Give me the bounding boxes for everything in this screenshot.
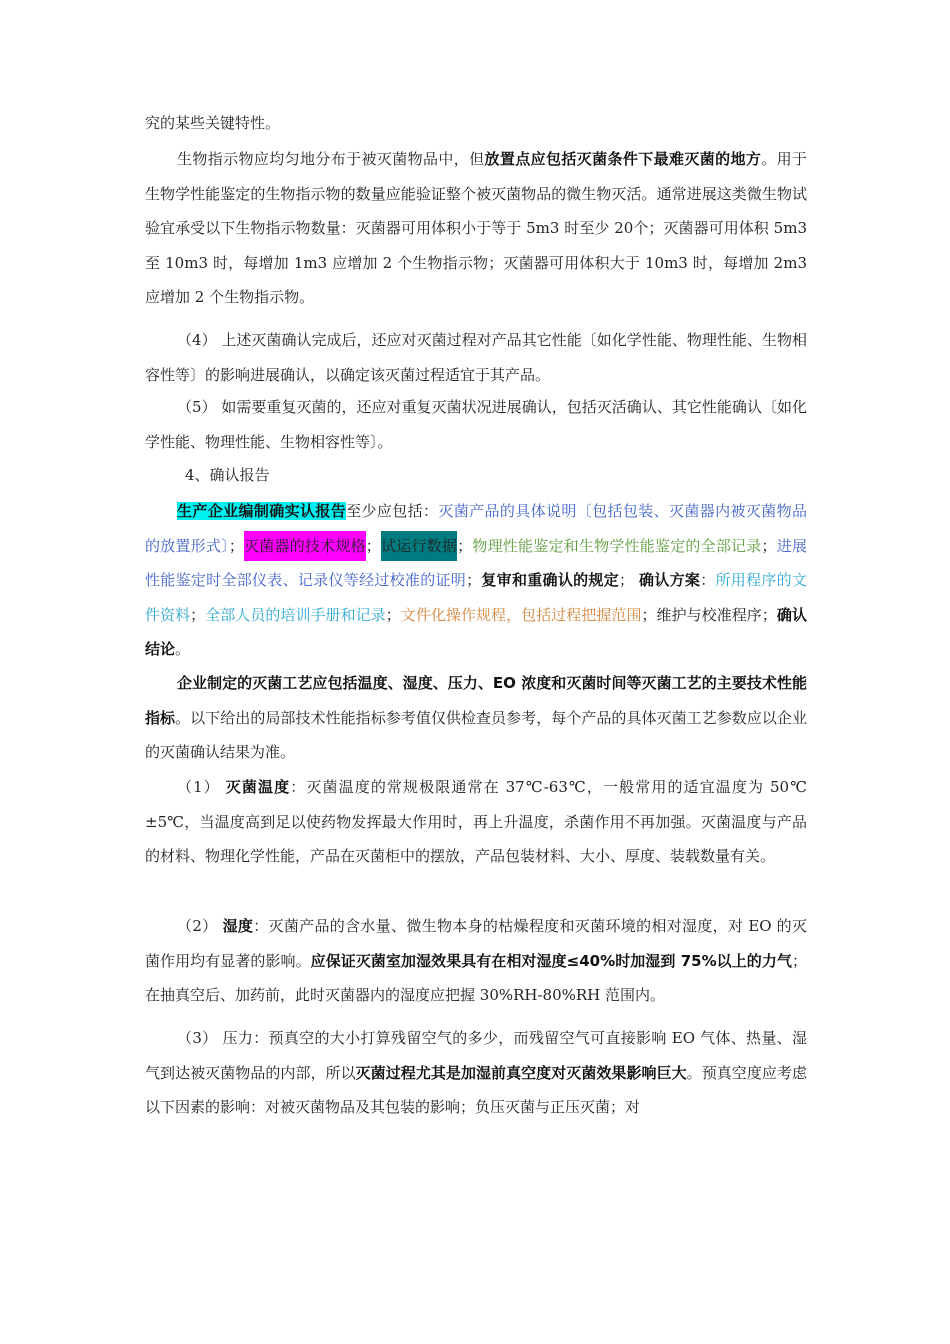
paragraph-report-contents: [145, 494, 807, 667]
text-run-highlight-magenta: 灭菌器的技术规格: [244, 531, 366, 561]
text-run-cyan: 所用程序的文件资料: [145, 571, 807, 624]
text-run: 至少应包括：: [346, 502, 439, 520]
text-run: 生物指示物应均匀地分布于被灭菌物品中，但: [177, 150, 485, 168]
text-run: （1）: [177, 778, 226, 796]
text-run: 。: [175, 640, 191, 658]
text-run-cyan: 全部人员的培训手册和记录: [205, 605, 386, 624]
text-run-bold: 企业制定的灭菌工艺应包括温度、湿度、压力、EO 浓度和灭菌时间等灭菌工艺的主要技术性能指标: [145, 674, 807, 727]
text-run: ；: [457, 536, 473, 555]
text-run-highlight-cyan: 生产企业编制确实认报告: [177, 502, 347, 520]
text-run-bold: 应保证灭菌室加湿效果具有在相对湿度≤40%时加湿到 75%以上的力气: [310, 951, 792, 970]
paragraph-temperature: [145, 770, 807, 874]
paragraph-item-4: [145, 323, 807, 392]
text-run: ；: [190, 605, 206, 624]
text-run: 。以下给出的局部技术性能指标参考值仅供检查员参考，每个产品的具体灭菌工艺参数应以企业的灭菌确认结果为准。: [145, 708, 807, 761]
paragraph-pressure: [145, 1021, 807, 1125]
text-run: 究的某些关键特性。: [145, 114, 281, 132]
text-run: ；: [618, 571, 640, 589]
text-run-blue: 进展性能鉴定时全部仪表、记录仪等经过校准的证明: [145, 536, 807, 589]
text-run: ；在抽真空后、加药前，此时灭菌器内的湿度应把握 30%RH-80%RH 范围内。: [145, 951, 807, 1004]
text-run-bold: 灭菌过程尤其是加湿前真空度对灭菌效果影响巨大: [355, 1063, 687, 1082]
paragraph-1: [145, 106, 807, 141]
text-run: ；: [761, 536, 777, 555]
text-run: （2）: [177, 917, 223, 935]
text-run-bold: 复审和重确认的规定: [481, 571, 619, 589]
text-run-orange: 文件化操作规程，包括过程把握范围: [400, 605, 642, 624]
text-run: 4、确认报告: [185, 466, 270, 484]
text-run: ；: [228, 536, 244, 555]
text-run-bold: 确认结论: [145, 605, 807, 658]
text-run-blue: 灭菌产品的具体说明〔包括包装、灭菌器内被灭菌物品的放置形式〕: [145, 502, 807, 555]
text-run-bold: 确认方案: [639, 571, 701, 589]
text-run-highlight-teal: 试运行数据: [381, 531, 457, 561]
paragraph-biological-indicators: [145, 142, 807, 315]
text-run: 。用于生物学性能鉴定的生物指示物的数量应能验证整个被灭菌物品的微生物灭活。通常进展这类微生物试验宜承受以下生物指示物数量：灭菌器可用体积小于等于 5m3 时至少 20个；灭菌器可用体积 5m3 至 10m3 时，每增加 1m3 应增加 2 个生物指示物；灭菌器可用体积大于 10m3 时，每增加 2m3 应增加 2 个生物指示物。: [145, 150, 807, 306]
section-heading-confirmation-report: [145, 458, 807, 493]
text-run: （4） 上述灭菌确认完成后，还应对灭菌过程对产品其它性能〔如化学性能、物理性能、生物相容性等〕的影响进展确认，以确定该灭菌过程适宜于其产品。: [145, 331, 807, 384]
paragraph-sterilization-process: [145, 666, 807, 770]
text-run: 。预真空度应考虑以下因素的影响：对被灭菌物品及其包装的影响；负压灭菌与正压灭菌；对: [145, 1063, 807, 1116]
text-run-bold: 放置点应包括灭菌条件下最难灭菌的地方: [484, 150, 762, 168]
text-run: ；维护与校准程序；: [641, 605, 777, 624]
paragraph-humidity: [145, 909, 807, 1013]
text-run: （3） 压力：预真空的大小打算残留空气的多少，而残留空气可直接影响 EO 气体、热量、湿气到达被灭菌物品的内部，所以: [145, 1029, 807, 1082]
text-run: ；: [365, 536, 381, 555]
paragraph-item-5: [145, 390, 807, 459]
text-run-bold: 灭菌温度: [225, 778, 291, 796]
text-run: ；: [385, 605, 401, 624]
text-run: ：: [700, 571, 716, 589]
text-run: （5） 如需要重复灭菌的，还应对重复灭菌状况进展确认，包括灭活确认、其它性能确认〔如化学性能、物理性能、生物相容性等〕。: [145, 398, 807, 451]
text-run: ；: [466, 571, 482, 589]
text-run: ：灭菌温度的常规极限通常在 37℃-63℃，一般常用的适宜温度为 50℃±5℃，当温度高到足以使药物发挥最大作用时，再上升温度，杀菌作用不再加强。灭菌温度与产品的材料、物理化学性能，产品在灭菌柜中的摆放，产品包装材料、大小、厚度、装载数量有关。: [145, 778, 807, 865]
text-run: ：灭菌产品的含水量、微生物本身的枯燥程度和灭菌环境的相对湿度，对 EO 的灭菌作用均有显著的影响。: [145, 917, 807, 970]
text-run-bold: 湿度: [222, 917, 254, 935]
text-run-green: 物理性能鉴定和生物学性能鉴定的全部记录: [472, 536, 762, 555]
